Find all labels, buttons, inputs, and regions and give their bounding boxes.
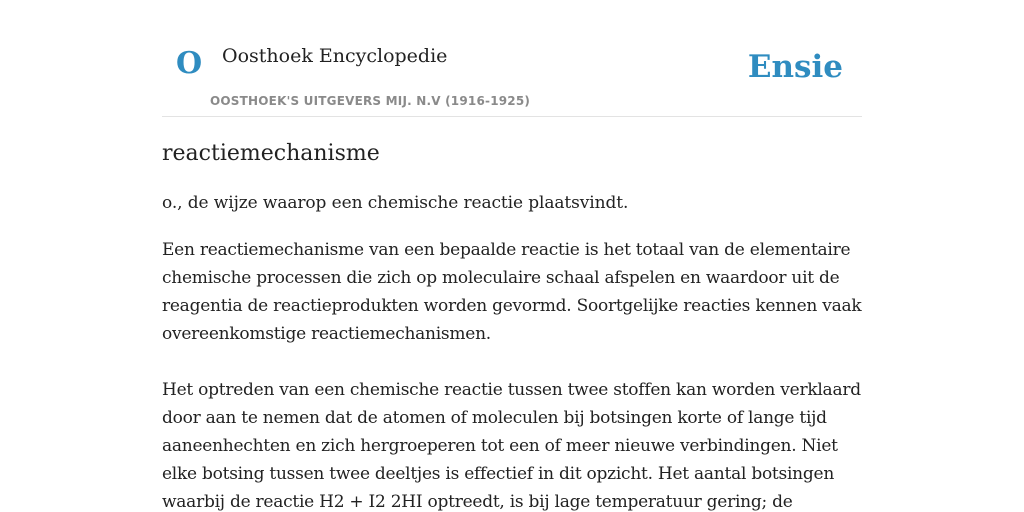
source-subtitle: OOSTHOEK'S UITGEVERS MIJ. N.V (1916-1925): [210, 94, 531, 108]
article-definition: o., de wijze waarop een chemische reactie plaatsvindt.: [162, 193, 629, 213]
source-title[interactable]: Oosthoek Encyclopedie: [222, 45, 448, 67]
article-paragraph: Het optreden van een chemische reactie tussen twee stoffen kan worden verklaard door aan te nemen dat de atomen of moleculen bij botsingen korte of lange tijd aaneenhechten en zich hergroeperen tot een of meer nieuwe verbindingen. Niet elke botsing tussen twee deeltjes is effectief in dit opzicht. Het aantal botsingen waarbij de reactie H2 + I2 2HI optreedt, is bij lage temperatuur gering; de: [162, 380, 861, 512]
article: [162, 138, 862, 512]
article-body: [162, 236, 862, 512]
article-title: reactiemechanisme: [162, 141, 380, 166]
source-logo[interactable]: O: [176, 46, 203, 81]
article-paragraph: Een reactiemechanisme van een bepaalde reactie is het totaal van de elementaire chemische processen die zich op moleculaire schaal afspelen en waardoor uit de reagentia de reactieprodukten worden gevormd. Soortgelijke reacties kennen vaak overeenkomstige reactiemechanismen.: [162, 240, 862, 344]
site-header: [162, 0, 862, 117]
ensie-logo[interactable]: Ensie: [747, 49, 843, 85]
